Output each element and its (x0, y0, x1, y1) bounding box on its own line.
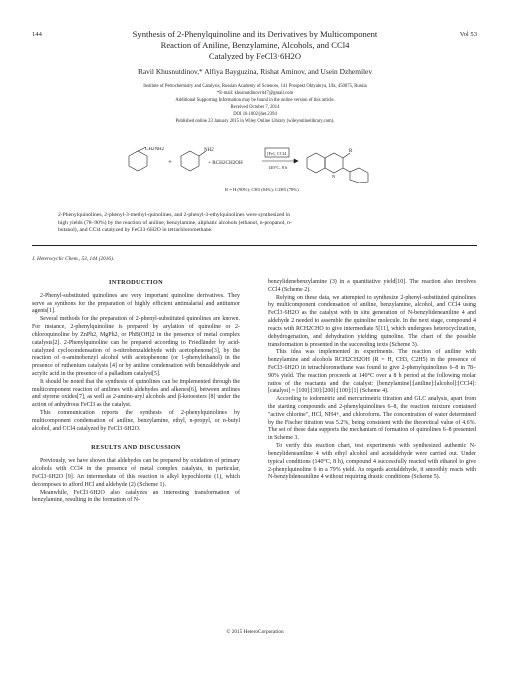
title-line: Reaction of Aniline, Benzylamine, Alcohols, and CCl4 (160, 40, 350, 51)
paragraph: Relying on these data, we attempted to synthesize 2-phenyl-substituted quinolines by multicomponent condensation of aniline, benzylamine, alcohol, and CCl4 using FeCl3·6H2O as the catalyst with in situ generation of N-benzylideneaniline 4 and aldehyde 2 needed to assemble the quinoline molecule. In the next stage, compound 4 reacts with RCH2CHO to give intermediate 5[11], which undergoes heterocyclization, dehydrogenation, and dehydration yielding quinoline. The chart of the possible transformation is presented in the succeeding texts (Scheme 3). (268, 294, 476, 348)
article-title (60, 29, 450, 63)
abstract-line: butanol), and CCl4 catalyzed by FeCl3·6H2O in tetrachloromethane. (58, 227, 213, 234)
amino-group: NH2 (204, 148, 214, 153)
abstract (58, 212, 450, 235)
paragraph: To verify this reaction chart, test experiments with synthesized authentic N-benzylideneaniline 4 with ethyl alcohol and acetaldehyde were carried out. Under typical conditions (140°C, 8 h), compound 4 successfully reacted with ethanol to give 2-phenylquinoline 6 in a 79% yield. As regards acetaldehyde, it smoothly reacts with N-benzylideneaniline 4 without requiring drastic conditions (Scheme 5). (268, 443, 476, 481)
benzylamine-group: CH2NH2 (145, 147, 165, 152)
paragraph: benzylidenebenzylamine (3) in a quantitative yield[10]. The reaction also involves CCl4 (Scheme 2). (268, 279, 476, 293)
abstract-line: 2-Phenylquinolines, 2-phenyl-3-methyl-quinolines, and 2-phenyl-3-ethylquinolines were synthesized in (58, 212, 291, 218)
received-date: Received October 7, 2014 (230, 104, 280, 110)
plus-sign: + (168, 158, 172, 166)
affiliation-block (60, 84, 450, 125)
volume-label: Vol 53 (459, 31, 477, 38)
section-heading-results: RESULTS AND DISCUSSION (91, 444, 181, 452)
quinoline-ring (307, 153, 325, 173)
paragraph: This idea was implemented in experiments. The reaction of aniline with benzylamine and alcohols RCH2CH2OH (R = H, CH3, C2H5) in the presence of FeCl3·6H2O in tetrachloromethane was found to give 2-phenylquinolines 6–8 in 78–90% yield. The reaction proceeds at 140°C over a 8 h period at the following molar ratios of the reactants and the catalyst: [benzylamine]:[aniline]:[alcohol]:[CCl4]:[catalyst] = [100]:[30]:[200]:[100]:[1] (Scheme 4). (268, 349, 476, 395)
affiliation-line: Institute of Petrochemistry and Catalysis, Russian Academy of Sciences, 141 Prospekt Oktyabrya, Ufa, 450075, Russia (143, 84, 367, 89)
title-line: Synthesis of 2-Phenylquinoline and its Derivatives by Multicomponent (132, 29, 378, 39)
paragraph: Meanwhile, FeCl3·6H2O also catalyzes an interesting transformation of benzylamine, resulting in the formation of N- (32, 489, 240, 504)
alcohol-reagent: + RCH2CH2OH (208, 160, 243, 166)
journal-citation: J. Heterocyclic Chem., 53, 144 (2016). (32, 256, 115, 262)
paragraph: According to iodometric and mercurimetric titration and GLC analysis, apart from the starting compounds and 2-phenylquinolines 6–8, the reaction mixture contained "active chlorine", HCl, NH4+, and chloroform. The concentration of water determined by the Fischer titration was 5.2%, being consistent with the theoretical value of 4.6%. The set of these data supports the mechanism of formation of quinolines 6–8 presented in Scheme 3. (268, 396, 476, 442)
benzene-ring (181, 151, 199, 171)
catalyst-label: [Fe], CCl4 (267, 151, 287, 156)
paragraph: It should be noted that the synthesis of quinolines can be implemented through the multicomponent reaction of anilines with aldehydes and alkenes[6], between anilines and styrene oxides[7], as well as 2-amino-aryl alcohols and β-ketoesters [8] under the action of anhydrous FeCl3 as the catalyst. (32, 378, 240, 409)
supporting-info-line: Additional Supporting Information may be found in the online version of this article. (175, 97, 335, 103)
doi: DOI 10.1002/jhet.2394 (233, 111, 277, 117)
left-column (32, 279, 240, 505)
ring-nitrogen: N (332, 174, 336, 179)
email-line: *E-mail: khusnutdinovrit47@gmail.com (216, 90, 294, 96)
page-number: 144 (32, 31, 42, 38)
reaction-scheme (120, 147, 392, 183)
paragraph: 2-Phenyl-substituted quinolines are very important quinoline derivatives. They serve as synthons for the preparation of highly efficient antimalarial and antitumor agents[1]. (32, 292, 240, 315)
published-online: Published online 23 January 2015 in Wiley Online Library (wileyonlinelibrary.com). (175, 118, 335, 124)
benzene-ring (129, 151, 147, 171)
right-column (268, 279, 476, 482)
abstract-line: high yields (78–90%) by the reaction of aniline, benzylamine, aliphatic alcohols (ethanol, n-propanol, n- (58, 219, 292, 226)
conditions-label: 140°C, 8 h (268, 165, 288, 170)
substituent-r: R (349, 149, 353, 154)
title-line: Catalyzed by FeCl3·6H2O (208, 51, 302, 62)
pyridine-ring (325, 153, 343, 173)
section-heading-introduction: INTRODUCTION (109, 279, 163, 286)
paragraph: Previously, we have shown that aldehydes can be prepared by oxidation of primary alcohols with CCl4 in the presence of metal complex catalysts, in particular, FeCl3·6H2O [9]. An intermediate of this reaction is alkyl hypochlorite (1), which decomposes to afford HCl and aldehyde (2) (Scheme 1). (32, 458, 240, 488)
author-list: Ravil Khusnutdinov,* Alfiya Bayguzina, Rishat Aminov, and Usein Dzhemilev (137, 67, 373, 76)
paragraph: Several methods for the preparation of 2-phenyl-substituted quinolines are known. For instance, 2-phenylquinoline is prepared by arylation of quinoline or 2-chloroquinoline by ZnPh2, MgPh2, or PhB(OH)2 in the presence of metal complex catalysts[2]. 2-Phenylquinoline can be prepared according to Friedländer by acid-catalyzed cyclocondensation of o-nitrobenzaldehyde with acetophenone[3], by the reaction of o-aminobenzyl alcohol with acetophenone (or 1-phenylethanol) in the presence of ruthenium catalysts [4] or by aniline condensation with benzaldehyde and acrylic acid in the presence of a palladium catalyst[5]. (32, 316, 240, 377)
divider (32, 245, 477, 246)
phenyl-ring (350, 168, 368, 183)
copyright-footer: © 2015 HeteroCorporation (226, 629, 284, 635)
paragraph: This communication reports the synthesis of 2-phenylquinolines by multicomponent condensation of aniline, benzylamine, ethyl, n-propyl, or n-butyl alcohol, and CCl4 catalyzed by FeCl3·6H2O. (32, 410, 240, 432)
scheme-yields: R = H (90%); CH3 (84%); C2H5 (78%) (225, 187, 299, 192)
